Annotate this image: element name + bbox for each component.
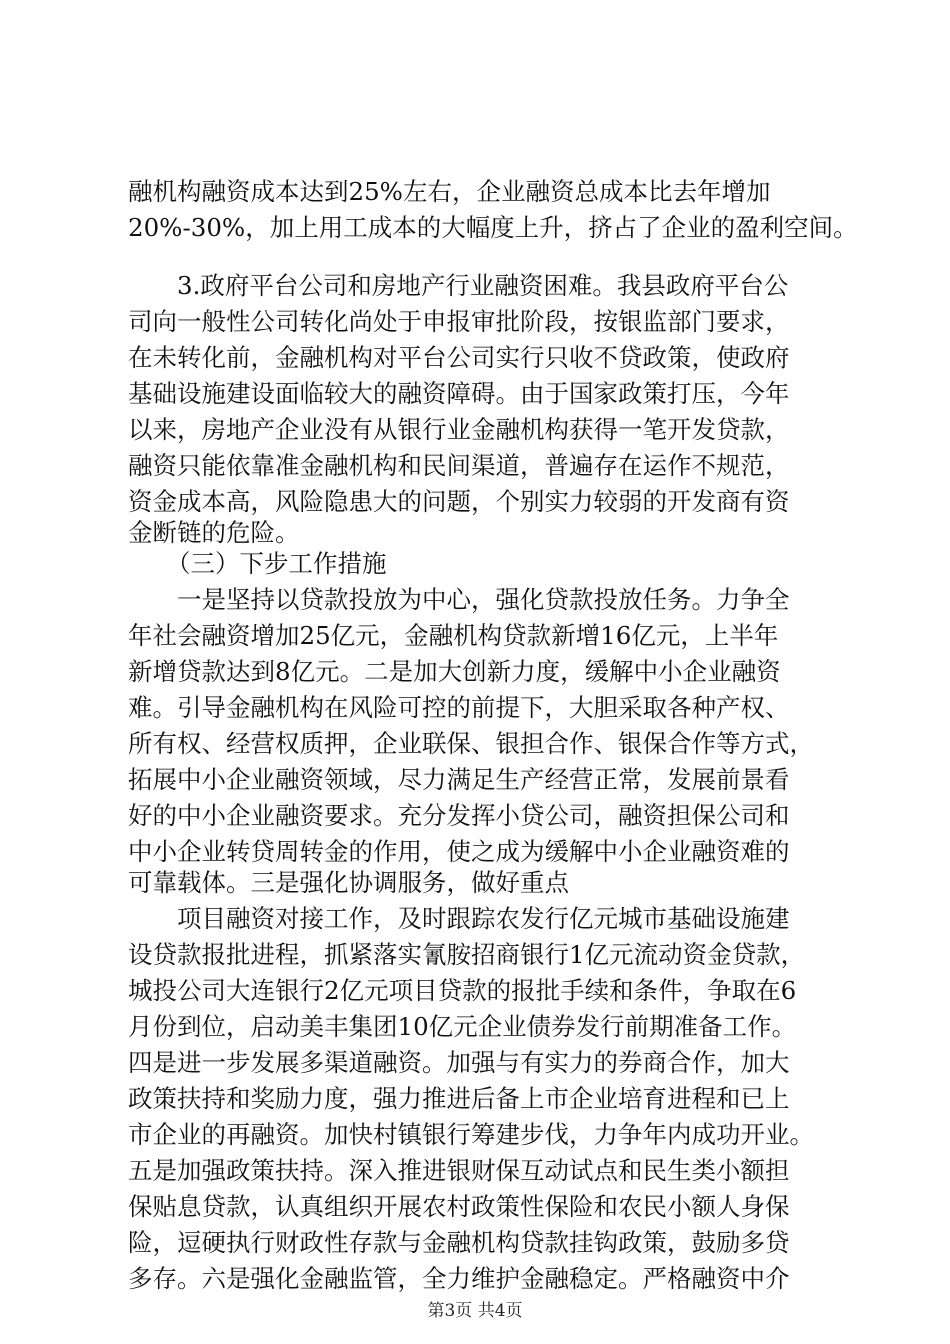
text-line: 月份到位，启动美丰集团10亿元企业债券发行前期准备工作。 — [128, 1012, 797, 1041]
text-line: 拓展中小企业融资领域，尽力满足生产经营正常，发展前景看 — [128, 765, 790, 794]
text-line: 中小企业转贷周转金的作用，使之成为缓解中小企业融资难的 — [128, 837, 790, 866]
text-line: 多存。六是强化金融监管，全力维护金融稳定。严格融资中介 — [128, 1264, 790, 1293]
text-line: 保贴息贷款，认真组织开展农村政策性保险和农民小额人身保 — [128, 1192, 790, 1221]
text-line: 一是坚持以贷款投放为中心，强化贷款投放任务。力争全 — [177, 585, 790, 614]
section-heading: （三）下步工作措施 — [166, 549, 387, 578]
text-line: 年社会融资增加25亿元，金融机构贷款新增16亿元，上半年 — [128, 621, 779, 650]
text-line: 城投公司大连银行2亿元项目贷款的报批手续和条件，争取在6 — [128, 976, 797, 1005]
text-line: 基础设施建设面临较大的融资障碍。由于国家政策打压，今年 — [128, 379, 790, 408]
text-line: 项目融资对接工作，及时跟踪农发行亿元城市基础设施建 — [177, 904, 790, 933]
text-line: 以来，房地产企业没有从银行业金融机构获得一笔开发贷款， — [128, 415, 790, 444]
text-line: 难。引导金融机构在风险可控的前提下，大胆采取各种产权、 — [128, 693, 790, 722]
text-line: 险，逗硬执行财政性存款与金融机构贷款挂钩政策，鼓励多贷 — [128, 1228, 790, 1257]
text-line: 新增贷款达到8亿元。二是加大创新力度，缓解中小企业融资 — [128, 657, 781, 686]
text-line: 司向一般性公司转化尚处于申报审批阶段，按银监部门要求， — [128, 307, 790, 336]
page-number: 第3页 共4页 — [427, 1301, 523, 1321]
text-line: 资金成本高，风险隐患大的问题，个别实力较弱的开发商有资 — [128, 487, 790, 516]
text-line: 四是进一步发展多渠道融资。加强与有实力的券商合作，加大 — [128, 1048, 790, 1077]
text-line: 可靠载体。三是强化协调服务，做好重点 — [128, 868, 569, 897]
text-line: 政策扶持和奖励力度，强力推进后备上市企业培育进程和已上 — [128, 1084, 790, 1113]
text-line: 所有权、经营权质押，企业联保、银担合作、银保合作等方式， — [128, 729, 814, 758]
text-line: 市企业的再融资。加快村镇银行筹建步伐，力争年内成功开业。 — [128, 1120, 814, 1149]
text-line: 金断链的危险。 — [128, 518, 300, 547]
text-line: 好的中小企业融资要求。充分发挥小贷公司，融资担保公司和 — [128, 801, 790, 830]
text-line: 融资只能依靠准金融机构和民间渠道，普遍存在运作不规范， — [128, 451, 790, 480]
text-line: 20%-30%，加上用工成本的大幅度上升，挤占了企业的盈利空间。 — [128, 213, 858, 242]
text-line: 设贷款报批进程，抓紧落实氰胺招商银行1亿元流动资金贷款， — [128, 940, 806, 969]
page-footer — [0, 1300, 950, 1322]
text-line: 在未转化前，金融机构对平台公司实行只收不贷政策，使政府 — [128, 343, 790, 372]
text-line: 3.政府平台公司和房地产行业融资困难。我县政府平台公 — [177, 271, 789, 300]
text-line: 融机构融资成本达到25%左右，企业融资总成本比去年增加 — [128, 177, 771, 206]
text-line: 五是加强政策扶持。深入推进银财保互动试点和民生类小额担 — [128, 1156, 790, 1185]
